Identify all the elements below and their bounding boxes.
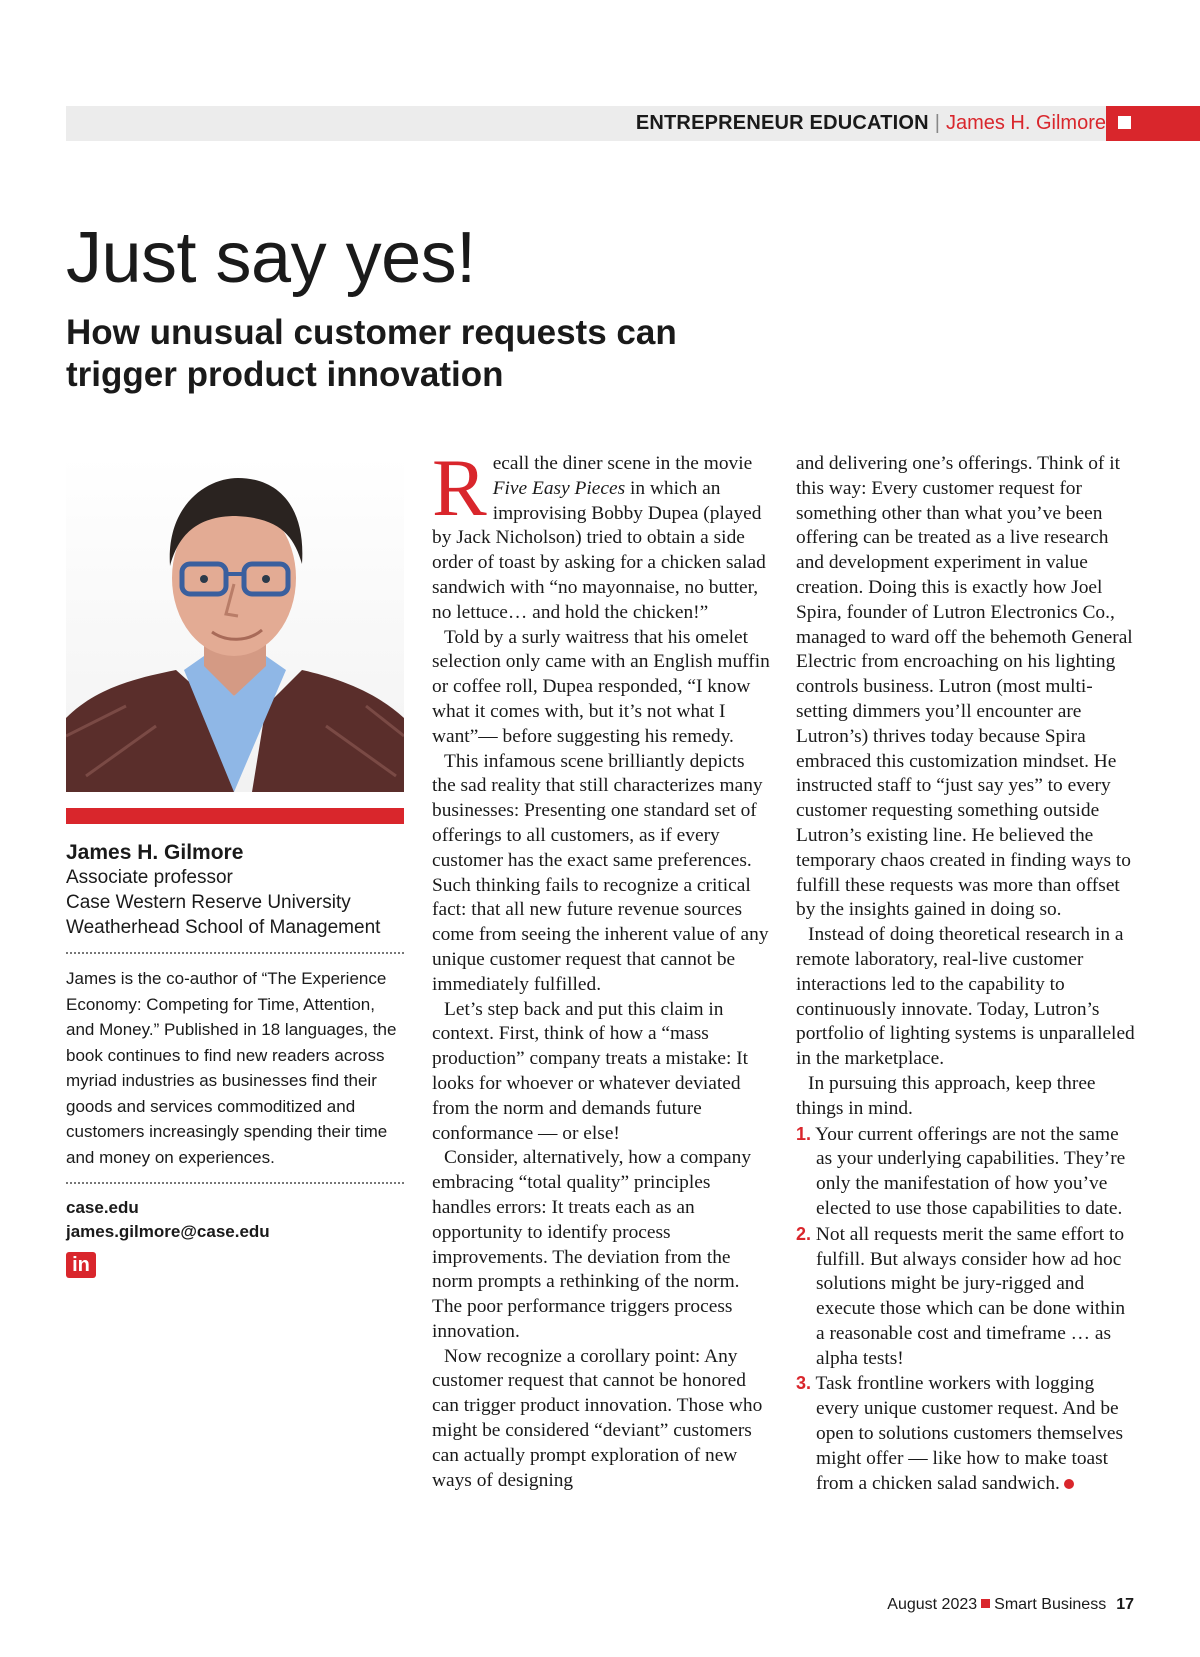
drop-cap: R [432, 442, 487, 533]
paragraph-1-text-cont: in which an improvising Bobby Dupea (played by Jack Nicholson) tried to obtain a side order of toast by asking for a chicken salad sandwich with “no mayonnaise, no butter, no lettuce… and hold the chicken!” [432, 477, 766, 623]
issue-date: August 2023 [887, 1596, 978, 1613]
article-column-1 [432, 442, 770, 1493]
paragraph-3: This infamous scene brilliantly depicts the sad reality that still characterizes many businesses: Presenting one standard set of offerings to all customers, as if every customer has the exact same preferences. Such thinking fails to recognize a critical fact: that all new future revenue sources come from seeing the inherent value of any unique customer request that cannot be immediately fulfilled. [432, 750, 769, 995]
paragraph-2: Told by a surly waitress that his omelet selection only came with an English muffin or coffee roll, Dupea responded, “I know what it comes with, but it’s not what I want”— before suggesting his remedy. [432, 626, 770, 747]
list-number: 2. [796, 1223, 812, 1244]
header-separator: | [934, 112, 940, 134]
author-school-line2: Weatherhead School of Management [66, 917, 381, 938]
paragraph-5: Consider, alternatively, how a company embracing “total quality” principles handles errors: It treats each as an opportunity to identify process improvements. The deviation from the norm prompts a rethinking of the norm. The poor performance triggers process innovation. [432, 1147, 752, 1342]
paragraph-4: Let’s step back and put this claim in context. First, think of how a “mass production” company treats a mistake: It looks for whoever or whatever deviated from the norm and demands future conformance — or else! [432, 998, 749, 1144]
list-text: Task frontline workers with logging every unique customer request. And be open to solutions customers themselves might offer — like how to make toast from a chicken salad sandwich. [815, 1373, 1123, 1494]
author-role: Associate professor [66, 867, 233, 888]
author-portrait-icon [66, 456, 404, 792]
page-number: 17 [1116, 1596, 1134, 1613]
list-item [796, 1222, 1136, 1372]
paragraph-6-end: and delivering one’s offerings. Think of it this way: Every customer request for something other than what you’ve been offering can be treated as a live research and development experiment in value creation. Doing this is exactly how Joel Spira, founder of Lutron Electronics Co., managed to ward off the behemoth General Electric from encroaching on his lighting controls business. Lutron (most multi-setting dimmers you’ll encounter are Lutron’s) thrives today because Spira embraced this customization mindset. He instructed staff to “just say yes” to every customer requesting something outside Lutron’s existing line. He believed the temporary chaos created in finding ways to fulfill these requests was more than offset by the insights gained in doing so. [796, 453, 1133, 921]
end-mark-icon [1064, 1479, 1074, 1489]
movie-title: Five Easy Pieces [492, 477, 626, 499]
paragraph-1 [432, 442, 770, 626]
page-footer [887, 1596, 1134, 1614]
paragraph-1-text: ecall the diner scene in the movie [492, 453, 753, 474]
list-item [796, 1371, 1136, 1496]
author-card [66, 840, 404, 1278]
header-author: James H. Gilmore [945, 112, 1106, 134]
list-item [796, 1122, 1136, 1222]
list-number: 3. [796, 1373, 812, 1394]
photo-red-rule [66, 808, 404, 824]
author-bio: James is the co-author of “The Experience Economy: Competing for Time, Attention, and Money.” Published in 18 languages, the book continues to find new readers across myriad industries as businesses find their goods and services commoditized and customers increasingly spending their time and money on experiences. [66, 969, 397, 1167]
author-school-line1: Case Western Reserve University [66, 892, 351, 913]
dotted-divider [66, 1182, 404, 1184]
paragraph-7: Instead of doing theoretical research in a remote laboratory, real-live customer interactions led to the capability to continuously innovate. Today, Lutron’s portfolio of lighting systems is unparalleled in the marketplace. [796, 924, 1135, 1070]
section-header [636, 106, 1106, 141]
article-subtitle: How unusual customer requests can trigger product innovation [66, 313, 677, 394]
article-column-2 [796, 452, 1136, 1496]
linkedin-icon[interactable]: in [66, 1252, 96, 1278]
paragraph-8: In pursuing this approach, keep three things in mind. [796, 1072, 1096, 1119]
author-links [66, 1196, 404, 1244]
dotted-divider [66, 952, 404, 954]
publication-name: Smart Business [994, 1596, 1107, 1613]
article-title: Just say yes! [66, 218, 476, 298]
author-email-link[interactable]: james.gilmore@case.edu [66, 1222, 270, 1241]
author-website-link[interactable]: case.edu [66, 1198, 139, 1217]
header-square-icon [1118, 116, 1131, 129]
list-text: Your current offerings are not the same as your underlying capabilities. They’re only the manifestation of how you’ve elected to use those capabilities to date. [815, 1123, 1126, 1219]
paragraph-6-start: Now recognize a corollary point: Any customer request that cannot be honored can trigger product innovation. Those who might be considered “deviant” customers can actually prompt exploration of new ways of designing [432, 1345, 763, 1491]
list-number: 1. [796, 1123, 812, 1144]
author-name: James H. Gilmore [66, 841, 244, 864]
list-text: Not all requests merit the same effort to fulfill. But always consider how ad hoc solutions might be jury-rigged and execute those which can be done within a reasonable cost and timeframe … as alpha tests! [815, 1223, 1126, 1369]
footer-square-icon [981, 1599, 990, 1608]
section-label: ENTREPRENEUR EDUCATION [635, 112, 929, 134]
author-photo [66, 456, 404, 792]
